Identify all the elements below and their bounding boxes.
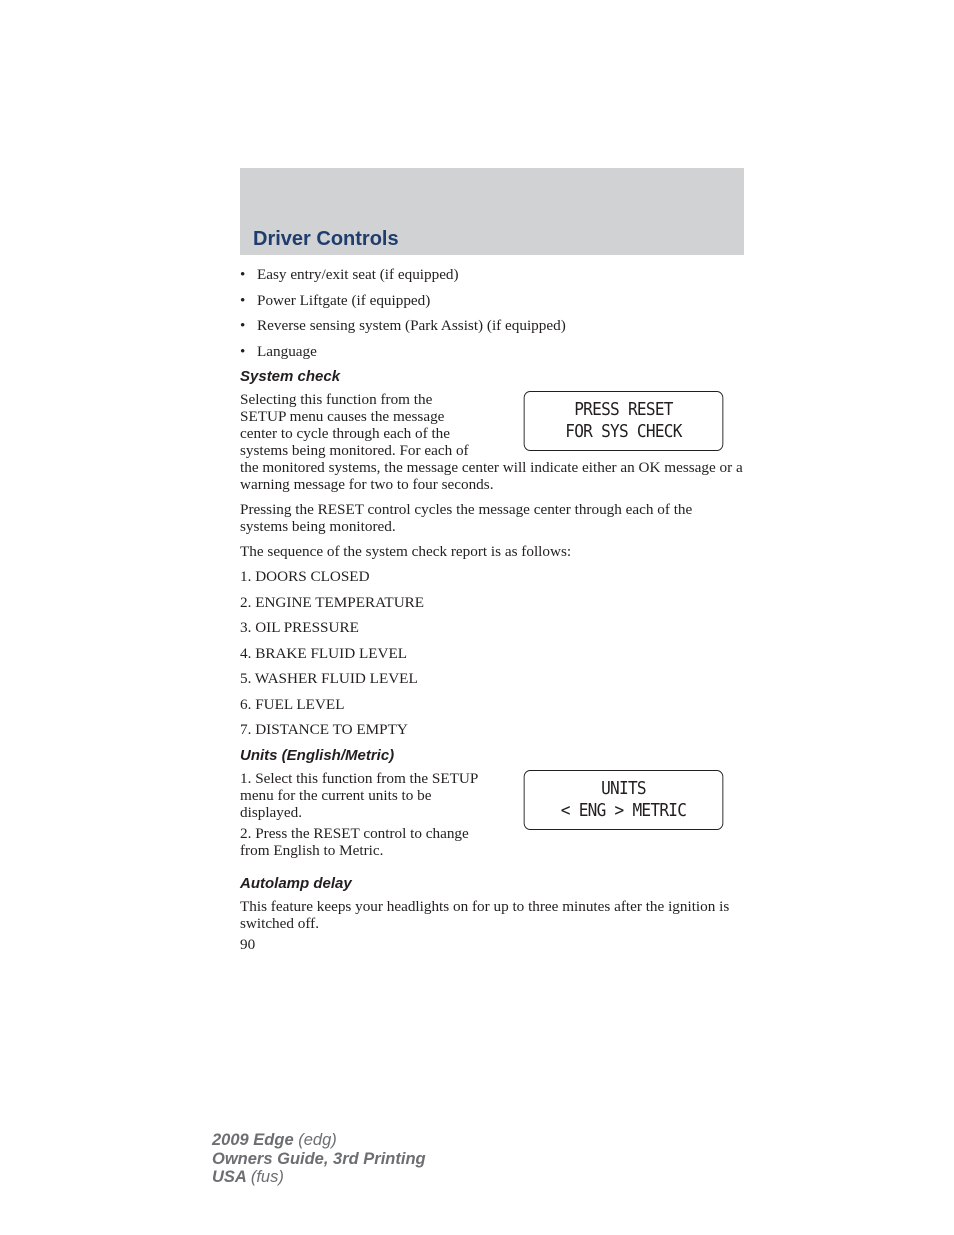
system-check-paragraph: Selecting this function from the SETUP menu causes the message center to cycle through each of the systems being monitored. For each of the monitored systems, the message center will indicate either an OK message or a warning message for two to four seconds. (240, 391, 743, 493)
page-number: 90 (240, 936, 256, 953)
footer-line-market (212, 1168, 426, 1187)
list-item: 3. OIL PRESSURE (240, 619, 359, 636)
press-reset-display (524, 391, 724, 451)
footer-model-code: (edg) (298, 1131, 337, 1149)
units-display (524, 770, 724, 830)
units-step-1: 1. Select this function from the SETUP menu for the current units to be displayed. (240, 769, 478, 821)
list-item: 7. DISTANCE TO EMPTY (240, 721, 408, 738)
footer-line-printing: Owners Guide, 3rd Printing (212, 1149, 426, 1168)
sequence-intro: The sequence of the system check report is as follows: (240, 543, 572, 560)
page-content (240, 266, 744, 953)
display-line: < ENG > METRIC (560, 800, 687, 821)
footer-market-code: (fus) (250, 1168, 284, 1186)
footer-print-info (212, 1131, 426, 1187)
list-item: 6. FUEL LEVEL (240, 695, 345, 713)
units-step-2: 2. Press the RESET control to change from English to Metric. (240, 824, 469, 859)
feature-bullet-list (240, 266, 744, 360)
list-item: 4. BRAKE FLUID LEVEL (240, 644, 408, 662)
list-item: • Power Liftgate (if equipped) (240, 292, 744, 309)
autolamp-heading: Autolamp delay (240, 875, 352, 892)
reset-paragraph: Pressing the RESET control cycles the message center through each of the systems being monitored. (240, 501, 693, 535)
list-item: • Language (240, 343, 744, 360)
system-check-intro (240, 391, 744, 501)
list-item: 2. ENGINE TEMPERATURE (240, 593, 425, 611)
list-item: 1. DOORS CLOSED (240, 568, 370, 585)
list-item: • Reverse sensing system (Park Assist) (if equipped) (240, 317, 744, 334)
units-heading: Units (English/Metric) (240, 746, 395, 764)
list-item: • Easy entry/exit seat (if equipped) (240, 266, 744, 283)
display-line: UNITS (601, 778, 646, 799)
section-header-band (240, 168, 744, 255)
display-line: PRESS RESET (574, 400, 673, 420)
footer-market: USA (212, 1168, 247, 1186)
footer-line-model (212, 1131, 426, 1150)
footer-model: 2009 Edge (212, 1131, 294, 1149)
system-check-heading: System check (240, 368, 341, 385)
display-line: FOR SYS CHECK (565, 422, 682, 442)
section-title: Driver Controls (253, 228, 399, 250)
system-check-sequence (240, 568, 744, 738)
units-steps (240, 770, 744, 868)
list-item: 5. WASHER FLUID LEVEL (240, 670, 418, 687)
autolamp-paragraph: This feature keeps your headlights on for up to three minutes after the ignition is switched off. (240, 898, 730, 932)
